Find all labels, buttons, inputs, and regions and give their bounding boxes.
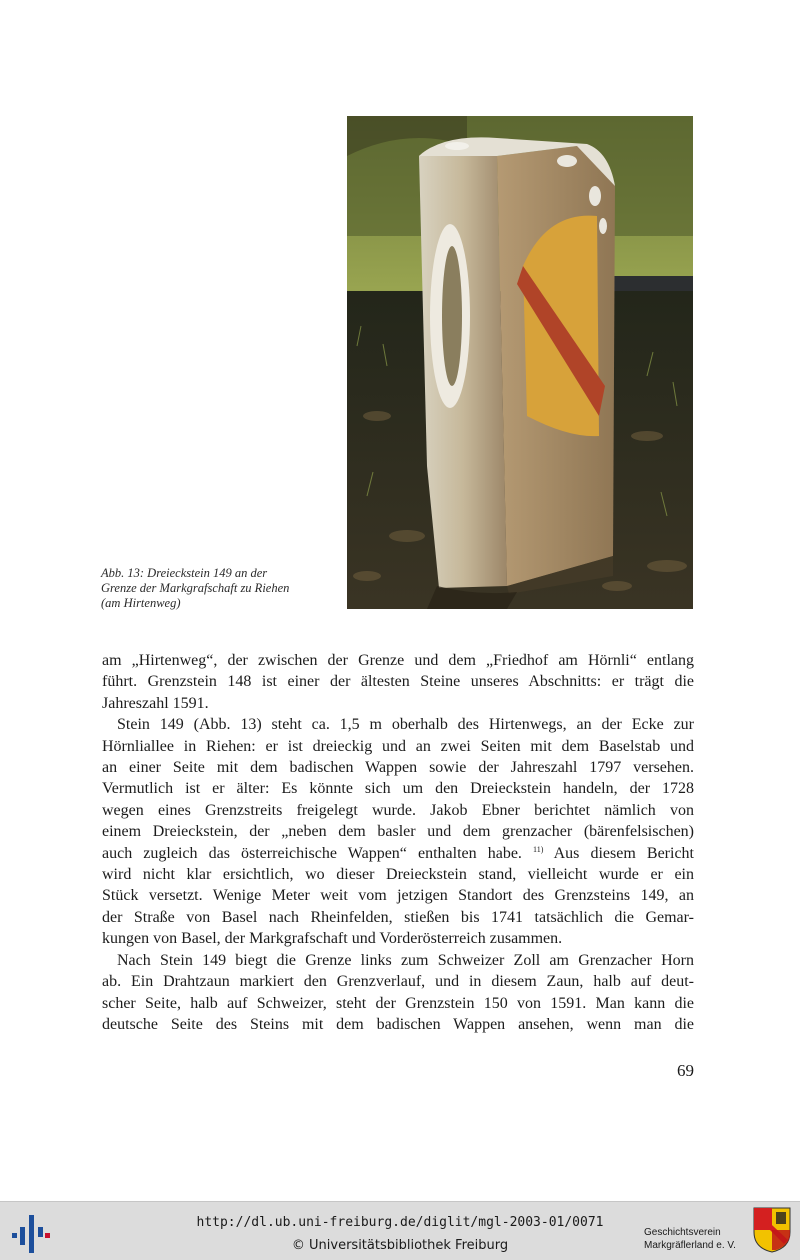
caption-line: Grenze der Markgrafschaft zu Riehen xyxy=(101,581,290,595)
text-line: Stein 149 (Abb. 13) steht ca. 1,5 m oberhalb des Hirtenwegs, an der Ecke zur xyxy=(117,716,694,734)
text-line: Jahreszahl 1591. xyxy=(102,694,209,712)
text-line: deutsche Seite des Steins mit dem badischen Wappen ansehen, wenn man die xyxy=(102,1015,694,1033)
text-line: scher Seite, halb auf Schweizer, steht der Grenzstein 150 von 1591. Man kann die xyxy=(102,994,694,1012)
caption-line: Abb. 13: Dreieckstein 149 an der xyxy=(101,566,268,580)
footnote-reference: 11) xyxy=(533,844,544,854)
text-line xyxy=(102,843,694,864)
page-number: 69 xyxy=(677,1061,694,1080)
paragraph-3 xyxy=(102,950,694,1036)
text-line: am „Hirtenweg“, der zwischen der Grenze und dem „Friedhof am Hörnli“ entlang xyxy=(102,652,694,669)
society-name-line: Markgräflerland e. V. xyxy=(644,1239,736,1251)
coat-of-arms-icon xyxy=(752,1206,792,1254)
society-name xyxy=(644,1227,754,1252)
text-line: an einer Seite mit dem badischen Wappen sowie der Jahreszahl 1797 versehen. xyxy=(102,759,694,777)
text-line: führt. Grenzstein 148 ist einer der ältesten Steine unseres Abschnitts: er trägt die xyxy=(102,673,694,691)
text-segment: Aus diesem Bericht xyxy=(553,844,694,862)
caption-line: (am Hirtenweg) xyxy=(101,596,181,610)
text-segment: auch zugleich das österreichische Wappen“ enthalten habe. xyxy=(102,844,522,862)
text-line: Nach Stein 149 biegt die Grenze links zum Schweizer Zoll am Grenzacher Horn xyxy=(117,951,694,969)
text-line: kungen von Basel, der Markgrafschaft und Vorderösterreich zusammen. xyxy=(102,930,563,948)
body-text xyxy=(102,650,694,1035)
figure-caption xyxy=(101,566,341,611)
text-line: Stück versetzt. Wenige Meter weit vom jetzigen Standort des Grenzsteins 149, an xyxy=(102,887,694,905)
text-line: der Straße von Basel nach Rheinfelden, stießen bis 1741 tatsächlich die Gemar- xyxy=(102,908,694,926)
text-line: einem Dreieckstein, der „neben dem basler und dem grenzacher (bärenfelsischen) xyxy=(102,823,694,841)
permalink-url[interactable]: http://dl.ub.uni-freiburg.de/diglit/mgl-2003-01/0071 xyxy=(196,1215,604,1230)
text-line: Hörnliallee in Riehen: er ist dreieckig und an zwei Seiten mit dem Baselstab und xyxy=(102,737,694,755)
text-line: wird nicht klar ersichtlich, wo dieser Dreieckstein stand, vielleicht wurde er ein xyxy=(102,866,694,884)
society-name-line: Geschichtsverein xyxy=(644,1227,721,1238)
text-line: Vermutlich ist er älter: Es könnte sich um den Dreieckstein handeln, der 1728 xyxy=(102,780,694,798)
paragraph-2 xyxy=(102,714,694,949)
text-line: wegen eines Grenzstreits freigelegt wurde. Jakob Ebner berichtet nämlich von xyxy=(102,801,694,819)
text-line: ab. Ein Drahtzaun markiert den Grenzverlauf, und in diesem Zaun, halb auf deut- xyxy=(102,973,694,991)
copyright-notice: © Universitätsbibliothek Freiburg xyxy=(291,1238,509,1253)
ub-freiburg-logo-icon[interactable] xyxy=(10,1211,52,1255)
paragraph-1 xyxy=(102,650,694,714)
boundary-stone-photo xyxy=(347,116,693,609)
